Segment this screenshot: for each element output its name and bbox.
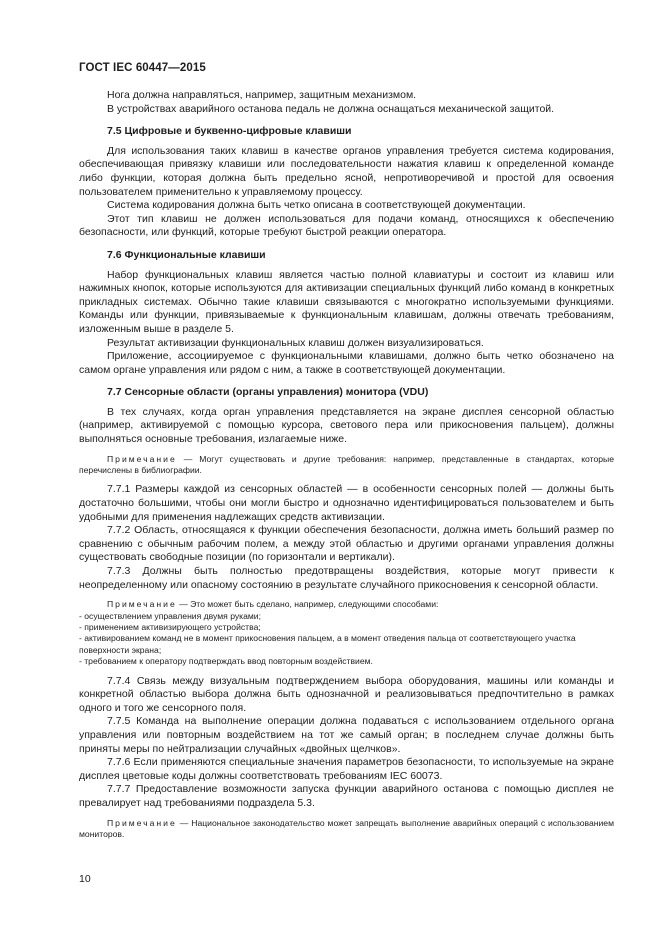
section-heading-7-7: 7.7 Сенсорные области (органы управления) монитора (VDU) — [107, 386, 429, 399]
note-label: Примечание — [107, 599, 177, 610]
page-number: 10 — [79, 873, 91, 885]
paragraph: В тех случаях, когда орган управления представляется на экране дисплея сенсорной областью (например, активируемой с помощью курсора, светового пера или прикосновения пальцем), должны выполняться основные требования, излагаемые ниже. — [79, 405, 614, 446]
paragraph-7-7-1: 7.7.1 Размеры каждой из сенсорных областей — в особенности сенсорных полей — должны быть достаточно большими, чтобы они могли быстро и однозначно идентифицироваться пользователем и быть удобными для применения надлежащих средств активизации. — [79, 483, 614, 523]
note-list-item: - применением активизирующего устройства; — [79, 622, 261, 633]
note-label: Примечание — [107, 453, 177, 464]
note-label: Примечание — [107, 817, 177, 828]
paragraph: Система кодирования должна быть четко описана в соответствующей документации. — [107, 199, 526, 212]
paragraph: Этот тип клавиш не должен использоваться для подачи команд, относящихся к обеспечению безопасности, или функций, которые требуют быстрой реакции оператора. — [79, 212, 614, 239]
paragraph-7-7-3: 7.7.3 Должны быть полностью предотвращены воздействия, которые могут привести к неопределенному или опасному состоянию в результате случайного прикосновения к сенсорной области. — [79, 565, 614, 591]
section-heading-7-6: 7.6 Функциональные клавиши — [107, 248, 266, 261]
paragraph: Приложение, ассоциируемое с функциональными клавишами, должно быть четко обозначено на самом органе управления или рядом с ним, а также в соответствующей документации. — [79, 350, 614, 376]
note-2 — [79, 599, 614, 610]
section-heading-7-5: 7.5 Цифровые и буквенно-цифровые клавиши — [107, 125, 352, 138]
paragraph: Набор функциональных клавиш является частью полной клавиатуры и состоит из клавиш или нажимных кнопок, которые используются для активизации специальных функций либо команд в конкретных прикладных системах. Обычно такие клавиши связываются с многократно используемыми функциями. Команды или функции, привязываемые к функциональным клавишам, должны отвечать требованиям, изложенным выше в разделе 5. — [79, 268, 614, 335]
paragraph-7-7-2: 7.7.2 Область, относящаяся к функции обеспечения безопасности, должна иметь больший размер по сравнению с обычным рабочим полем, а между этой областью и другими органами управления должны существовать свободные позиции (по горизонтали и вертикали). — [79, 524, 614, 564]
note-3 — [79, 818, 614, 841]
note-list-item: - требованием к оператору подтверждать ввод повторным воздействием. — [79, 656, 373, 667]
note-list-item: - осуществлением управления двумя руками; — [79, 610, 261, 621]
paragraph: Нога должна направляться, например, защитным механизмом. — [107, 89, 417, 101]
note-list-item: - активированием команд не в момент прикосновения пальцем, а в момент отведения пальца от соответствующего участка поверхности экрана; — [79, 633, 576, 655]
note-1 — [79, 454, 614, 477]
paragraph-7-7-4: 7.7.4 Связь между визуальным подтверждением выбора оборудования, машины или команды и конкретной областью выбора должна быть однозначной и реализовываться предпочтительно в рамках одного и того же сенсорного поля. — [79, 674, 614, 714]
note-text: — Это может быть сделано, например, следующими способами: — [176, 599, 439, 610]
paragraph: Для использования таких клавиш в качестве органов управления требуется система кодирования, обеспечивающая привязку клавиши или последовательности нажатия клавиш к определенной команде либо функции, которая должна быть предельно ясной, непротиворечивой и простой для освоения пользователем применительно к управляемому процессу. — [79, 144, 614, 198]
page-content — [79, 89, 614, 840]
note-text: — Национальное законодательство может запрещать выполнение аварийных операций с использованием мониторов. — [79, 817, 614, 839]
paragraph-7-7-5: 7.7.5 Команда на выполнение операции должна подаваться с использованием отдельного органа управления или повторным воздействием на тот же самый орган; в последнем случае должны быть приняты меры по нейтрализации случайных «двойных щелчков». — [79, 715, 614, 755]
paragraph: В устройствах аварийного останова педаль не должна оснащаться механической защитой. — [107, 102, 555, 115]
paragraph: Результат активизации функциональных клавиш должен визуализироваться. — [107, 336, 484, 349]
paragraph-7-7-7: 7.7.7 Предоставление возможности запуска функции аварийного останова с помощью дисплея не превалирует над требованиями подраздела 5.3. — [79, 783, 614, 809]
note-text: — Могут существовать и другие требования: например, представленные в стандартах, которые перечислены в библиографии. — [79, 453, 614, 476]
document-header: ГОСТ IEC 60447—2015 — [79, 62, 206, 74]
paragraph-7-7-6: 7.7.6 Если применяются специальные значения параметров безопасности, то используемые на экране дисплея цветовые коды должны соответствовать требованиям IEC 60073. — [79, 756, 614, 782]
